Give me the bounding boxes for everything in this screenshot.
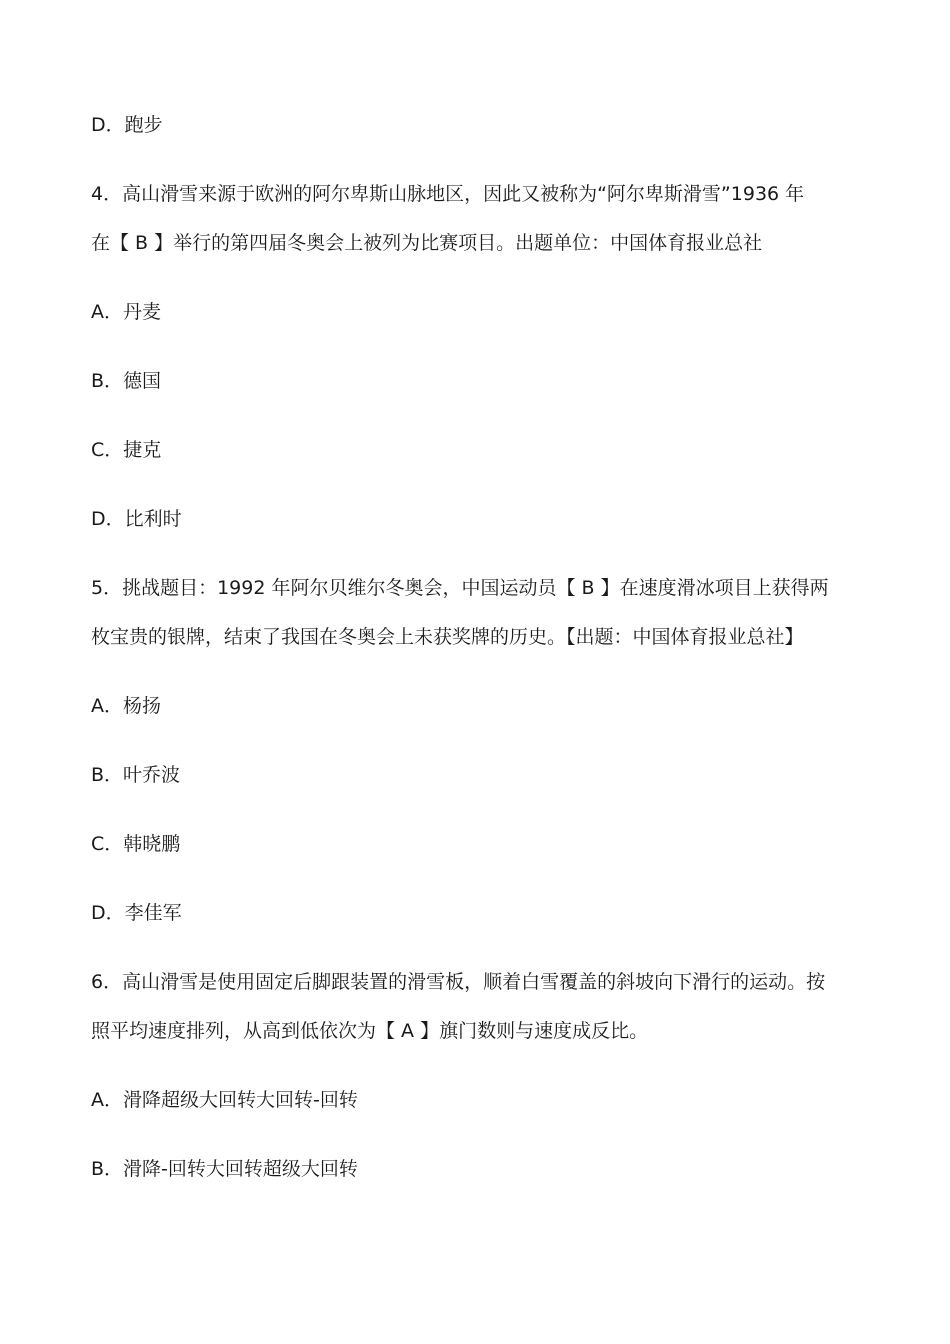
q4-option-a: A．丹麦 xyxy=(91,301,161,323)
q5-option-b: B．叶乔波 xyxy=(91,764,181,786)
q4-option-c: C．捷克 xyxy=(91,439,162,461)
q6-option-b: B．滑降-回转大回转超级大回转 xyxy=(91,1158,358,1180)
q3-option-d: D．跑步 xyxy=(91,114,163,136)
q4-stem-line-2: 在【 B 】举行的第四届冬奥会上被列为比赛项目。出题单位：中国体育报业总社 xyxy=(91,232,763,254)
q5-option-a: A．杨扬 xyxy=(91,695,161,717)
q6-stem-line-1: 6．高山滑雪是使用固定后脚跟装置的滑雪板，顺着白雪覆盖的斜坡向下滑行的运动。按 xyxy=(91,971,826,993)
q4-option-d: D．比利时 xyxy=(91,508,182,530)
q5-option-d: D．李佳军 xyxy=(91,902,182,924)
q5-stem-line-1: 5．挑战题目：1992 年阿尔贝维尔冬奥会，中国运动员【 B 】在速度滑冰项目上获得两 xyxy=(91,577,829,599)
q4-stem-line-1: 4．高山滑雪来源于欧洲的阿尔卑斯山脉地区，因此又被称为“阿尔卑斯滑雪”1936 年 xyxy=(91,183,805,205)
q6-stem-line-2: 照平均速度排列，从高到低依次为【 A 】旗门数则与速度成反比。 xyxy=(91,1020,649,1042)
q5-stem-line-2: 枚宝贵的银牌，结束了我国在冬奥会上未获奖牌的历史。【出题：中国体育报业总社】 xyxy=(91,626,804,648)
q6-option-a: A．滑降超级大回转大回转-回转 xyxy=(91,1089,358,1111)
q5-option-c: C．韩晓鹏 xyxy=(91,833,181,855)
q4-option-b: B．德国 xyxy=(91,370,162,392)
